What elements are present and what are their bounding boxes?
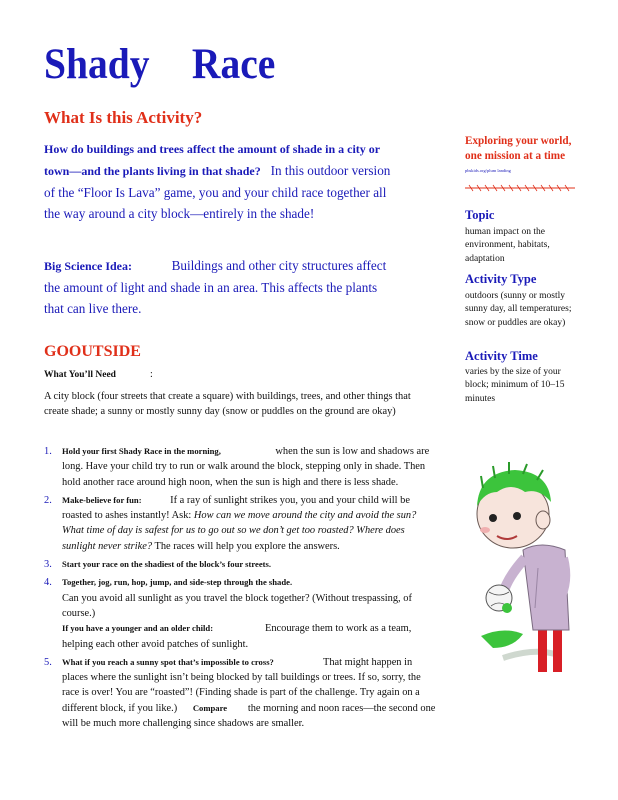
tagline-line-1: Exploring your world, — [465, 135, 572, 147]
step-2 — [44, 493, 436, 554]
step-question: How can we move around the city and avoid the sun? What time of day is safest for us to go out so we don’t get too roasted? Where does sunlight never strike? — [62, 510, 417, 552]
type-heading: Activity Type — [465, 272, 537, 286]
mascot-illustration — [463, 458, 613, 678]
step-3 — [44, 557, 436, 572]
step-lead-2: Compare — [192, 702, 228, 713]
go-outside-heading: GOOUTSIDE — [44, 343, 141, 360]
need-label: What You’ll Need — [44, 370, 116, 380]
what-heading: What Is this Activity? — [44, 108, 203, 127]
step-text: when the sun is low and shadows are long. Have your child try to run or walk around the block, stepping only in shade. Then hold another race around high noon, when the sun is high and there is less shade. — [62, 446, 430, 488]
step-lead-2: If you have a younger and an older child: — [62, 623, 214, 634]
step-5 — [44, 655, 436, 731]
tagline-line-2: one mission at a time — [465, 150, 566, 162]
step-number: 2. — [44, 494, 52, 506]
step-lead: Make-believe for fun: — [62, 494, 142, 505]
science-idea — [44, 255, 394, 319]
sidebar-tagline — [465, 134, 585, 164]
type-text: outdoors (sunny or mostly sunny day, all temperatures; snow or puddles are okay) — [465, 291, 572, 328]
idea-label: Big Science Idea: — [44, 259, 132, 273]
step-number: 1. — [44, 446, 52, 457]
step-text: If a ray of sunlight strikes you, you and your child will be roasted to ashes instantly! Ask: — [62, 494, 410, 522]
decorative-border-icon — [465, 183, 575, 193]
topic-text: human impact on the environment, habitats, adaptation — [465, 227, 550, 264]
step-lead: Hold your first Shady Race in the morning, — [62, 446, 221, 456]
step-text-2: Encourage them to work as a team, helping each other avoid patches of sunlight. — [62, 623, 412, 650]
topic-heading: Topic — [465, 208, 495, 222]
time-heading: Activity Time — [465, 349, 538, 363]
idea-text: Buildings and other city structures affect the amount of light and shade in an area. This affects the plants that can live there. — [44, 258, 387, 316]
step-text: Can you avoid all sunlight as you travel the block together? (Without trespassing, of course.) — [62, 592, 412, 619]
need-text: A city block (four streets that create a square) with buildings, trees, and other things that create shade; a sunny or mostly sunny day (snow or puddles on the ground are okay) — [44, 391, 411, 417]
step-4 — [44, 575, 436, 651]
page-title — [44, 40, 275, 89]
intro-question: How do buildings and trees affect the amount of shade in a city or town—and the plants living in that shade? — [44, 142, 380, 178]
intro-paragraph — [44, 138, 394, 224]
sidebar-url: pbskids.org/plum landing — [465, 168, 511, 173]
step-lead: Together, jog, run, hop, jump, and side-step through the shade. — [62, 577, 293, 588]
step-tail: The races will help you explore the answers. — [154, 540, 340, 552]
step-number: 5. — [44, 656, 52, 668]
step-number: 3. — [44, 559, 52, 571]
step-text: That might happen in places where the sunlight isn’t being blocked by tall buildings or trees. If so, sorry, the race is over! You are “roasted”! (Finding shade is part of the challenge. Try again on a different block, if you like.) — [62, 656, 421, 714]
step-lead: Start your race on the shadiest of the block’s four streets. — [62, 559, 272, 570]
need-colon: : — [150, 369, 153, 380]
steps-list — [44, 444, 436, 734]
step-1 — [44, 444, 436, 490]
time-text: varies by the size of your block; minimum of 10–15 minutes — [465, 367, 565, 404]
step-lead: What if you reach a sunny spot that’s impossible to cross? — [62, 656, 274, 667]
title-word-2: Race — [191, 41, 276, 88]
step-text-2: the morning and noon races—the second one will be much more challenging since shadows are smaller. — [62, 702, 436, 730]
step-number: 4. — [44, 577, 52, 589]
title-word-1: Shady — [44, 41, 150, 88]
intro-text: In this outdoor version of the “Floor Is Lava” game, you and your child race together all the way around a city block—entirely in the shade! — [44, 163, 391, 221]
